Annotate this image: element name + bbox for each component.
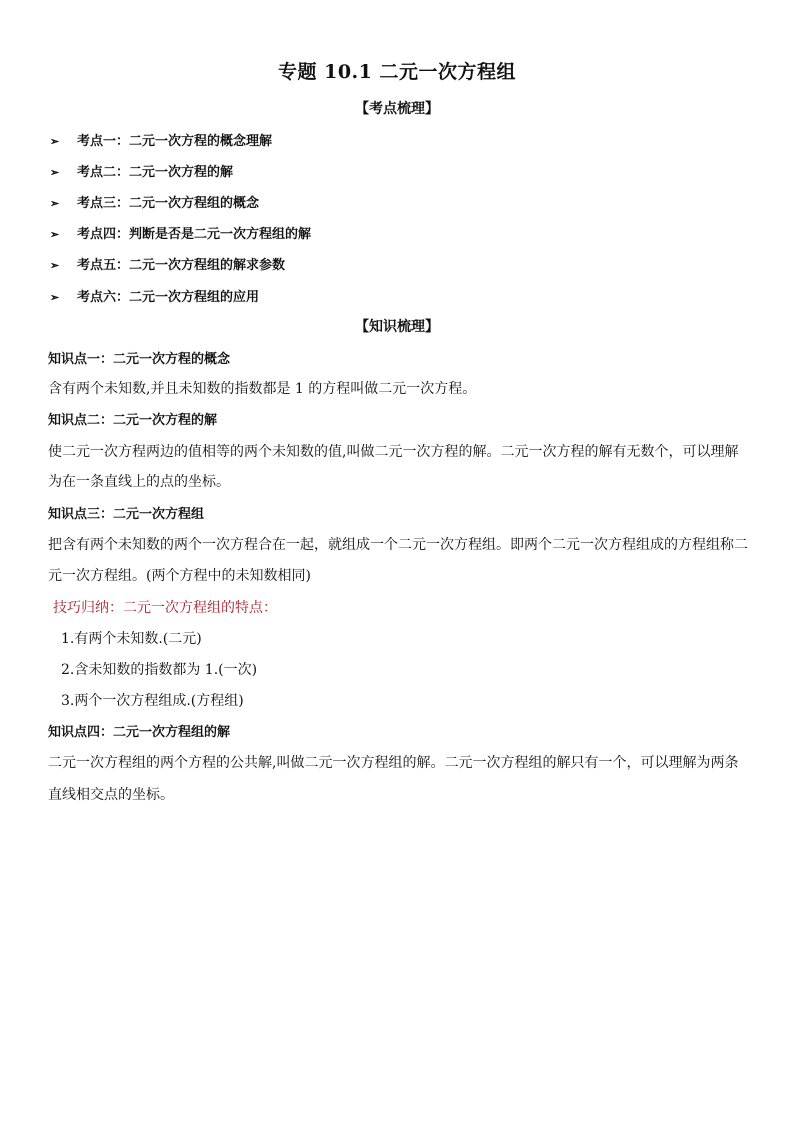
- exam-point-label: 考点五：二元一次方程组的解求参数: [77, 258, 286, 273]
- tip-item: 2.含未知数的指数都为 1.(一次): [61, 662, 258, 678]
- knowledge-point-title: 知识点四：二元一次方程组的解: [48, 725, 231, 740]
- exam-points-heading: 【考点梳理】: [355, 101, 439, 117]
- arrow-bullet-icon: ➢: [50, 291, 60, 304]
- exam-point-item: [50, 130, 272, 149]
- exam-point-item: [50, 223, 311, 242]
- knowledge-point-title: 知识点二：二元一次方程的解: [48, 413, 218, 428]
- exam-point-item: [50, 286, 259, 305]
- knowledge-point-text: 把含有两个未知数的两个一次方程合在一起，就组成一个二元一次方程组。即两个二元一次方程组成的方程组称二: [48, 537, 748, 553]
- arrow-bullet-icon: ➢: [50, 197, 60, 210]
- arrow-bullet-icon: ➢: [50, 259, 60, 272]
- tip-item: 3.两个一次方程组成.(方程组): [61, 693, 244, 709]
- tip-title: 技巧归纳：二元一次方程组的特点：: [53, 600, 277, 616]
- document-title: 专题 10.1 二元一次方程组: [277, 61, 516, 83]
- exam-point-label: 考点一：二元一次方程的概念理解: [77, 134, 273, 149]
- arrow-bullet-icon: ➢: [50, 166, 60, 179]
- exam-point-item: [50, 254, 285, 273]
- knowledge-point-title: 知识点三：二元一次方程组: [48, 507, 205, 522]
- exam-point-label: 考点六：二元一次方程组的应用: [77, 290, 260, 305]
- knowledge-heading: 【知识梳理】: [355, 319, 439, 335]
- exam-point-item: [50, 161, 233, 180]
- knowledge-point-text: 元一次方程组。(两个方程中的未知数相同): [48, 568, 311, 584]
- arrow-bullet-icon: ➢: [50, 228, 60, 241]
- knowledge-point-text: 直线相交点的坐标。: [48, 787, 174, 803]
- knowledge-point-text: 使二元一次方程两边的值相等的两个未知数的值,叫做二元一次方程的解。二元一次方程的解有无数个，可以理解: [48, 444, 739, 460]
- knowledge-point-title: 知识点一：二元一次方程的概念: [48, 352, 231, 367]
- knowledge-point-text: 二元一次方程组的两个方程的公共解,叫做二元一次方程组的解。二元一次方程组的解只有一个，可以理解为两条: [48, 755, 739, 771]
- exam-point-item: [50, 192, 259, 211]
- knowledge-point-text: 为在一条直线上的点的坐标。: [48, 474, 230, 490]
- tip-item: 1.有两个未知数.(二元): [61, 631, 202, 647]
- exam-point-label: 考点二：二元一次方程的解: [77, 165, 234, 180]
- exam-point-label: 考点三：二元一次方程组的概念: [77, 196, 260, 211]
- knowledge-point-text: 含有两个未知数,并且未知数的指数都是 1 的方程叫做二元一次方程。: [48, 381, 477, 397]
- arrow-bullet-icon: ➢: [50, 135, 60, 148]
- exam-point-label: 考点四：判断是否是二元一次方程组的解: [77, 227, 312, 242]
